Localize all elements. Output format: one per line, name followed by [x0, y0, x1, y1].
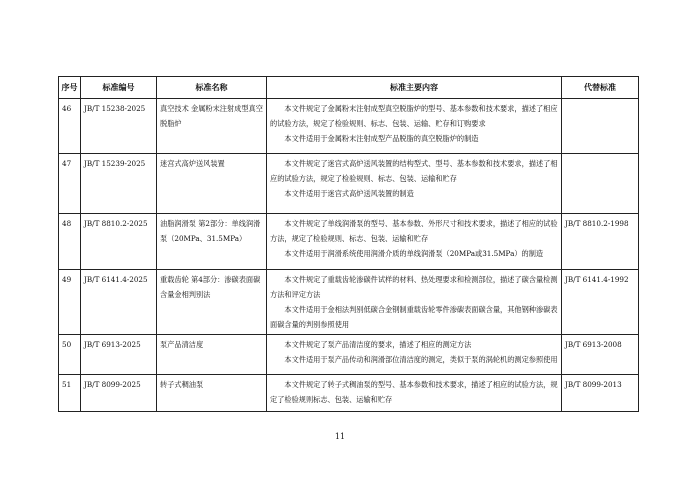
- header-seq: 序号: [59, 77, 81, 99]
- cell-seq: 46: [59, 99, 81, 154]
- cell-content: [267, 270, 562, 335]
- cell-content: [267, 335, 562, 375]
- cell-replace: JB/T 6141.4-1992: [562, 270, 639, 335]
- header-code: 标准编号: [81, 77, 157, 99]
- cell-replace: [562, 154, 639, 214]
- content-paragraph: 本文件适用于润滑系统使用润滑介质的单线润滑泵（20MPa或31.5MPa）的制造: [284, 249, 544, 258]
- content-paragraph: 本文件规定了单线润滑泵的型号、基本参数、外形尺寸和技术要求，描述了相应的试验方法，规定了检验规则、标志、包装、运输和贮存: [270, 219, 558, 243]
- cell-replace: JB/T 6913-2008: [562, 335, 639, 375]
- cell-code: JB/T 15239-2025: [81, 154, 157, 214]
- content-paragraph: 本文件适用于金属粉末注射成型产品脱脂的真空脱脂炉的制造: [284, 134, 479, 143]
- cell-seq: 51: [59, 375, 81, 412]
- content-paragraph: 本文件适用于迷宫式高炉送风装置的制造: [284, 189, 414, 198]
- cell-code: JB/T 6141.4-2025: [81, 270, 157, 335]
- cell-seq: 47: [59, 154, 81, 214]
- cell-content: [267, 214, 562, 270]
- cell-content: [267, 375, 562, 412]
- table-row: [59, 270, 639, 335]
- content-paragraph: 本文件规定了泵产品清洁度的要求，描述了相应的测定方法: [284, 340, 472, 349]
- content-paragraph: 本文件适用于金相法判别低碳合金钢制重载齿轮零件渗碳表面碳含量，其他钢种渗碳表面碳含量的判别参照使用: [270, 305, 558, 329]
- cell-replace: JB/T 8099-2013: [562, 375, 639, 412]
- table-row: [59, 375, 639, 412]
- cell-content: [267, 154, 562, 214]
- header-name: 标准名称: [157, 77, 267, 99]
- cell-replace: JB/T 8810.2-1998: [562, 214, 639, 270]
- table-row: [59, 214, 639, 270]
- cell-seq: 50: [59, 335, 81, 375]
- standards-table: [58, 76, 639, 412]
- header-replace: 代替标准: [562, 77, 639, 99]
- cell-code: JB/T 8099-2025: [81, 375, 157, 412]
- table-row: [59, 99, 639, 154]
- table-row: [59, 335, 639, 375]
- header-content: 标准主要内容: [267, 77, 562, 99]
- table-row: [59, 154, 639, 214]
- cell-seq: 49: [59, 270, 81, 335]
- cell-content: [267, 99, 562, 154]
- content-paragraph: 本文件规定了迷宫式高炉送风装置的结构型式、型号、基本参数和技术要求，描述了相应的试验方法，规定了检验规则、标志、包装、运输和贮存: [270, 159, 558, 183]
- cell-name: 泵产品清洁度: [157, 335, 267, 375]
- cell-code: JB/T 15238-2025: [81, 99, 157, 154]
- page-number: 11: [334, 432, 346, 441]
- cell-name: 真空技术 金属粉末注射成型真空脱脂炉: [157, 99, 267, 154]
- cell-code: JB/T 8810.2-2025: [81, 214, 157, 270]
- cell-name: 重载齿轮 第4部分：渗碳表面碳含量金相判别法: [157, 270, 267, 335]
- content-paragraph: 本文件规定了转子式稠油泵的型号、基本参数和技术要求，描述了相应的试验方法，规定了检验规则标志、包装、运输和贮存: [270, 380, 558, 404]
- cell-replace: [562, 99, 639, 154]
- content-paragraph: 本文件规定了重载齿轮渗碳件试样的材料、热处理要求和检测部位，描述了碳含量检测方法和评定方法: [270, 275, 558, 299]
- cell-name: 迷宫式高炉送风装置: [157, 154, 267, 214]
- content-paragraph: 本文件规定了金属粉末注射成型真空脱脂炉的型号、基本参数和技术要求，描述了相应的试验方法，规定了检验规则、标志、包装、运输、贮存和订购要求: [270, 104, 558, 128]
- cell-name: 油脂润滑泵 第2部分：单线润滑泵（20MPa、31.5MPa）: [157, 214, 267, 270]
- cell-seq: 48: [59, 214, 81, 270]
- cell-code: JB/T 6913-2025: [81, 335, 157, 375]
- cell-name: 转子式稠油泵: [157, 375, 267, 412]
- content-paragraph: 本文件适用于泵产品传动和润滑部位清洁度的测定，类似于泵的涡轮机的测定参照使用: [284, 355, 558, 364]
- table-header-row: [59, 77, 639, 99]
